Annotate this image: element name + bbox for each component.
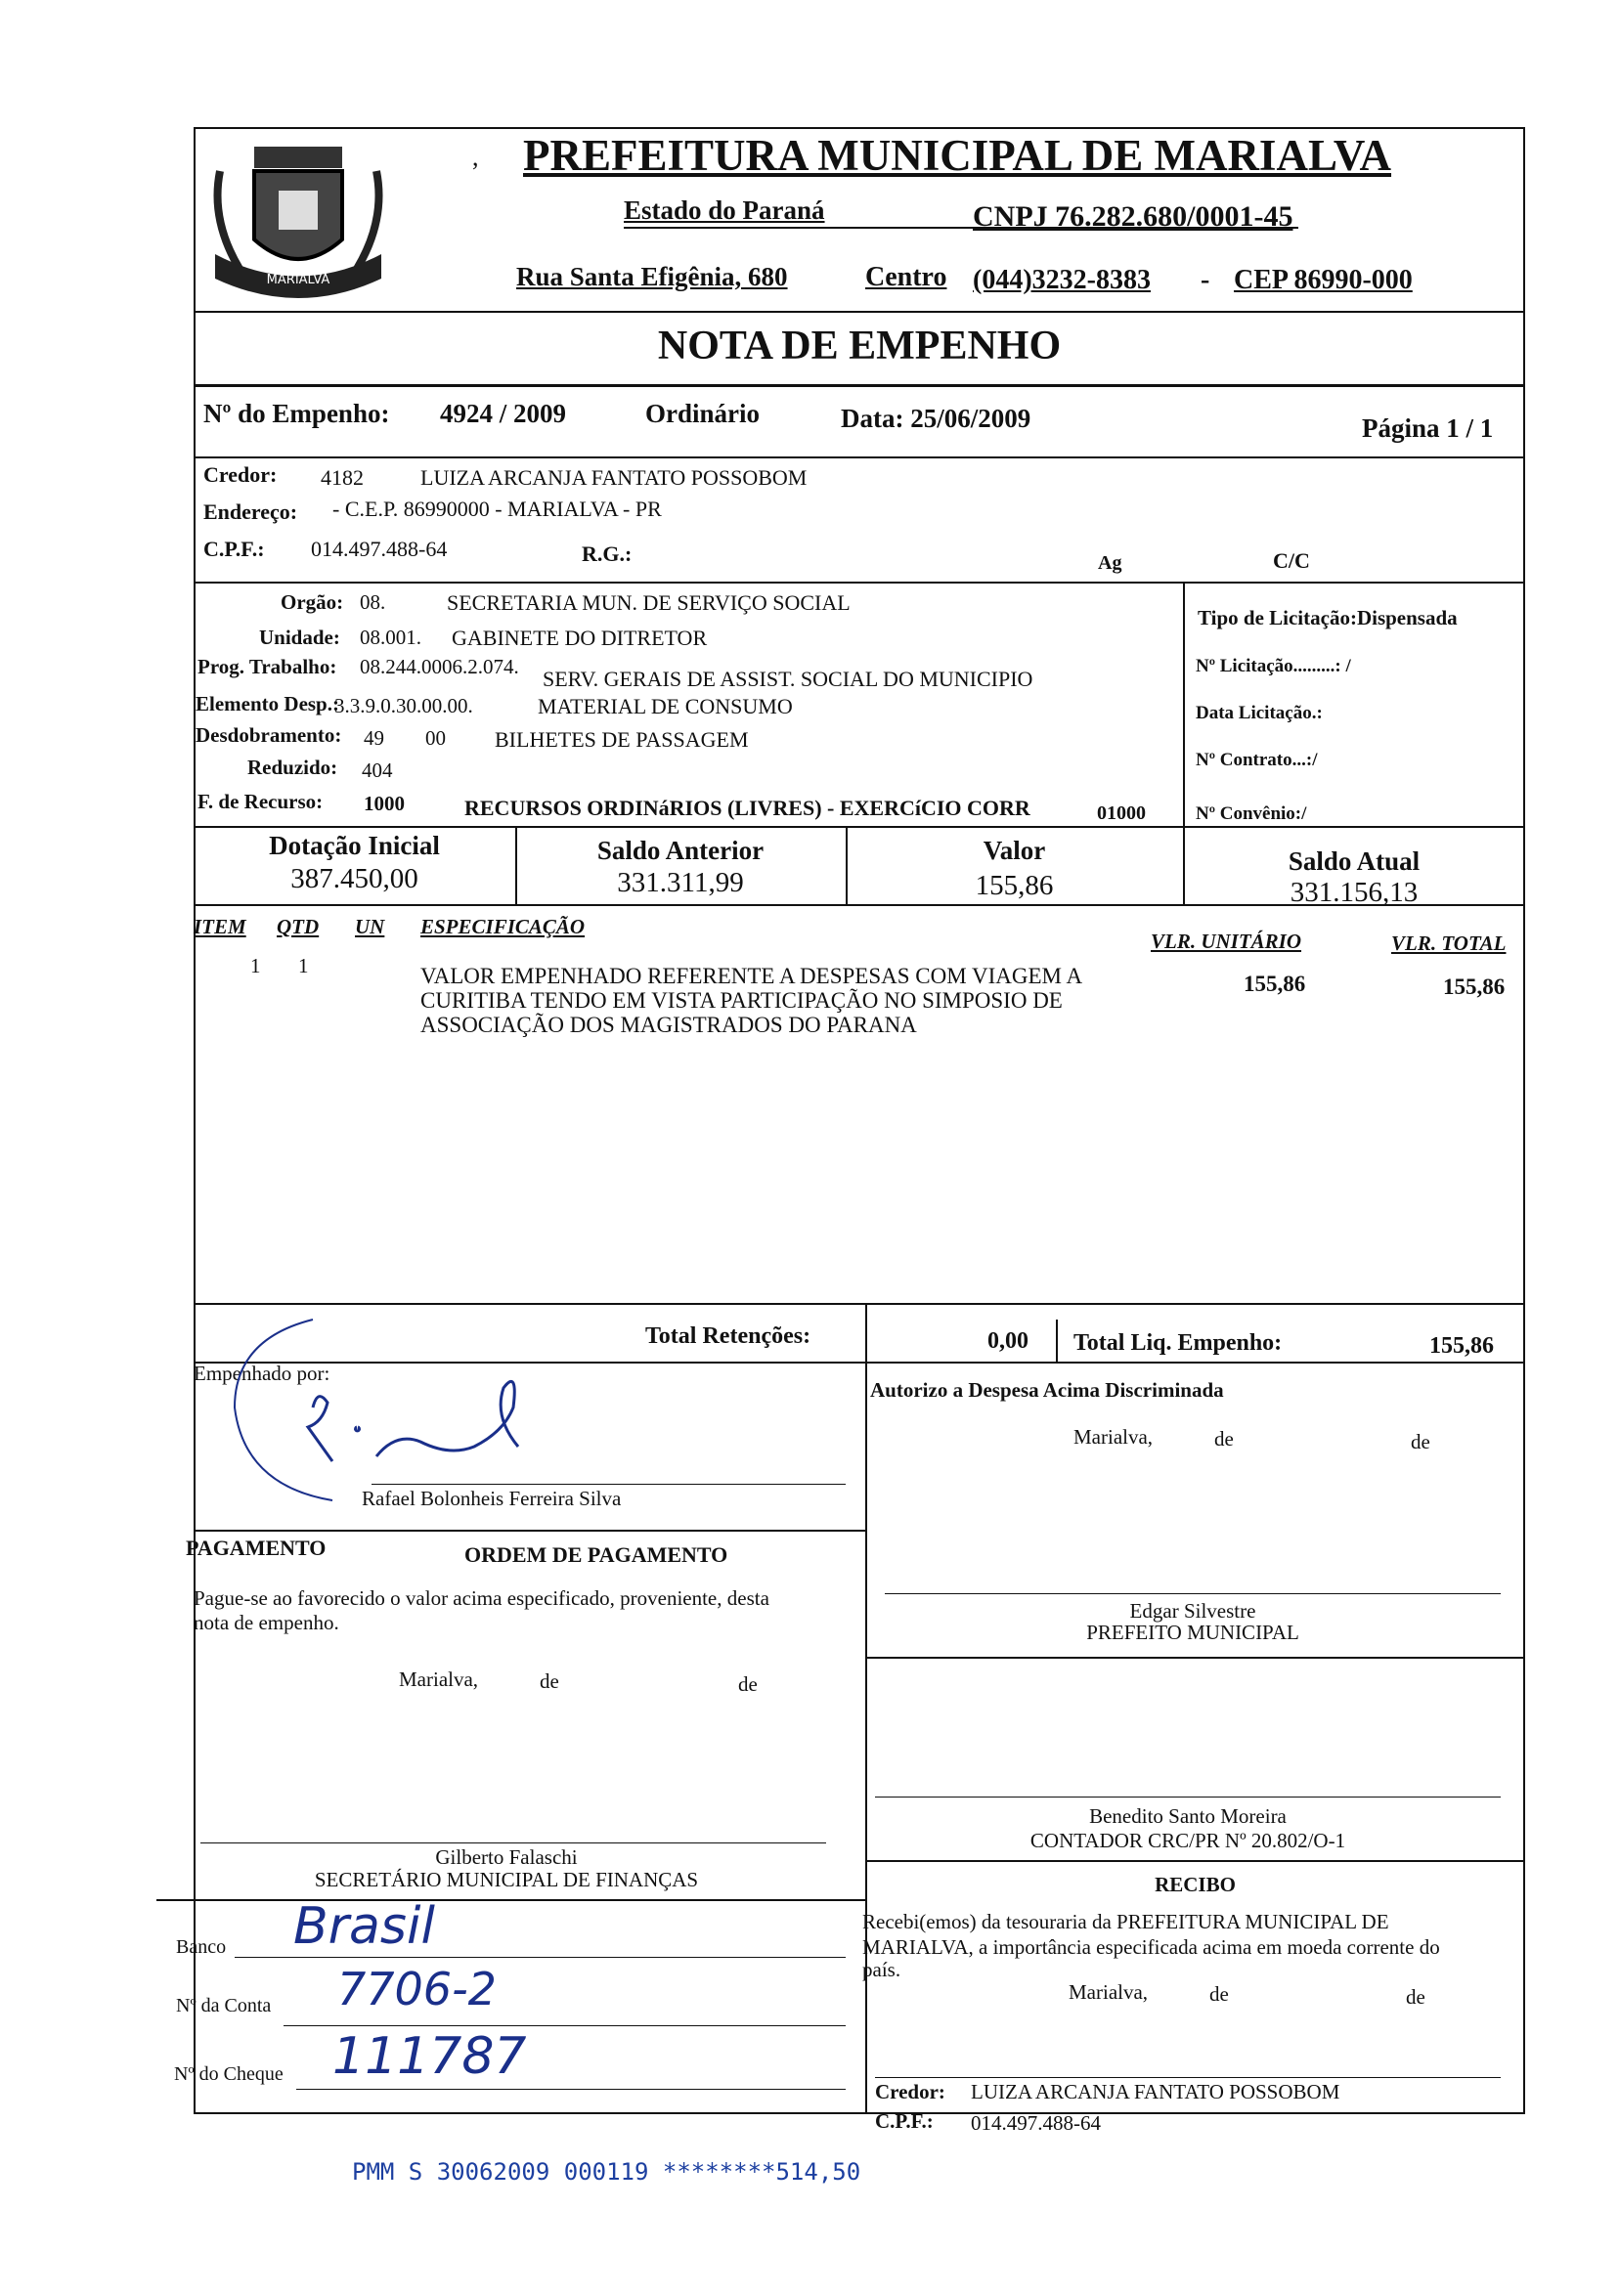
recibo-label: RECIBO (1155, 1873, 1236, 1896)
header-divider (194, 311, 1525, 313)
header-mark: , (472, 143, 479, 171)
cc-label: C/C (1273, 548, 1310, 573)
header-state: Estado do Paraná (624, 195, 825, 225)
recurso-label: F. de Recurso: (197, 790, 324, 813)
header-district: Centro (865, 262, 947, 292)
saldo-anterior-value: 331.311,99 (617, 867, 744, 898)
recibo-credor-name: LUIZA ARCANJA FANTATO POSSOBOM (971, 2080, 1340, 2103)
recibo-text-line: país. (862, 1958, 901, 1981)
crest-banner-text: MARIALVA (266, 273, 330, 287)
row-item: 1 (250, 954, 261, 977)
elemento-name: MATERIAL DE CONSUMO (538, 694, 793, 718)
unidade-name: GABINETE DO DITRETOR (452, 626, 708, 650)
pagamento-text-line: Pague-se ao favorecido o valor acima especificado, proveniente, desta (194, 1586, 769, 1610)
conta-label: Nº da Conta (176, 1995, 272, 2016)
autorizo-de-2: de (1411, 1430, 1430, 1453)
totals-divider-2 (1056, 1320, 1058, 1362)
recibo-credor-label: Credor: (875, 2080, 945, 2103)
title-divider (194, 384, 1525, 387)
prefeito-signature-line (885, 1593, 1501, 1594)
ag-label: Ag (1098, 552, 1122, 574)
empenho-number: 4924 / 2009 (440, 399, 567, 428)
banco-value: Brasil (293, 1897, 435, 1956)
credor-address: - C.E.P. 86990000 - MARIALVA - PR (332, 497, 662, 521)
empenho-type: Ordinário (645, 399, 761, 428)
row-qtd: 1 (298, 954, 309, 977)
prog-label: Prog. Trabalho: (197, 655, 337, 678)
prefeito-name: Edgar Silvestre (1129, 1599, 1256, 1623)
saldos-divider (194, 904, 1525, 906)
autorizo-text: Autorizo a Despesa Acima Discriminada (870, 1378, 1224, 1402)
recibo-signature-line (875, 2077, 1501, 2078)
licitacao-number: Nº Licitação.........: / (1196, 656, 1351, 676)
orgao-code: 08. (360, 590, 386, 614)
ordem-pagamento-label: ORDEM DE PAGAMENTO (464, 1542, 728, 1567)
recibo-text-line: MARIALVA, a importância especificada acima em moeda corrente do (862, 1935, 1440, 1959)
reduzido-value: 404 (362, 758, 393, 782)
empenhado-label: Empenhado por: (194, 1362, 330, 1385)
retencoes-value: 0,00 (987, 1328, 1028, 1354)
credor-label: Credor: (203, 462, 278, 487)
reduzido-label: Reduzido: (247, 756, 338, 779)
recibo-cpf-label: C.P.F.: (875, 2109, 934, 2133)
conta-line (284, 2025, 846, 2026)
prog-name: SERV. GERAIS DE ASSIST. SOCIAL DO MUNICIPIO (543, 667, 1033, 691)
item-header: ITEM (194, 915, 246, 938)
total-liquido-value: 155,86 (1429, 1333, 1494, 1359)
items-divider (194, 1303, 1525, 1305)
endereco-label: Endereço: (203, 499, 298, 524)
row-desc-line: VALOR EMPENHADO REFERENTE A DESPESAS COM VIAGEM A (420, 964, 1083, 988)
saldo-atual-label: Saldo Atual (1288, 846, 1421, 876)
page-number: Página 1 / 1 (1362, 413, 1494, 443)
rg-label: R.G.: (582, 542, 633, 566)
contador-role: CONTADOR CRC/PR Nº 20.802/O-1 (1029, 1829, 1346, 1852)
recibo-text-line: Recebi(emos) da tesouraria da PREFEITURA MUNICIPAL DE (862, 1910, 1389, 1933)
credor-cpf: 014.497.488-64 (311, 537, 448, 561)
autorizo-city: Marialva, (1073, 1425, 1154, 1449)
dotacao-inicial-label: Dotação Inicial (269, 831, 440, 860)
banco-label: Banco (176, 1936, 227, 1958)
document-title: NOTA DE EMPENHO (657, 324, 1062, 368)
total-liquido-label: Total Liq. Empenho: (1073, 1330, 1283, 1356)
row-desc-line: CURITIBA TENDO EM VISTA PARTICIPAÇÃO NO SIMPOSIO DE (420, 988, 1063, 1013)
unidade-code: 08.001. (360, 626, 421, 649)
header-phone: (044)3232-8383 (973, 265, 1151, 295)
bank-stamp: PMM S 30062009 000119 ********514,50 (352, 2158, 861, 2186)
banco-line (235, 1957, 846, 1958)
cheque-value: 111787 (332, 2027, 527, 2086)
desdobramento-name: BILHETES DE PASSAGEM (495, 727, 749, 752)
elemento-label: Elemento Desp.: (196, 692, 339, 715)
pagamento-label: PAGAMENTO (186, 1536, 327, 1560)
secretario-signature-line (200, 1842, 826, 1843)
retencoes-label: Total Retenções: (645, 1323, 811, 1349)
cpf-label: C.P.F.: (203, 537, 265, 561)
unidade-label: Unidade: (259, 626, 340, 649)
licitacao-date: Data Licitação.: (1196, 703, 1323, 723)
conta-value: 7706-2 (337, 1963, 497, 2015)
saldo-atual-value: 331.156,13 (1290, 877, 1419, 908)
credor-divider (194, 582, 1525, 584)
header-cep: CEP 86990-000 (1234, 265, 1413, 295)
recibo-city: Marialva, (1069, 1980, 1149, 2004)
empenho-number-label: Nº do Empenho: (203, 399, 390, 428)
contador-signature-line (875, 1797, 1501, 1798)
totals-divider-1 (865, 1303, 867, 1362)
recibo-de-1: de (1209, 1982, 1229, 2006)
empenho-divider (194, 456, 1525, 458)
header-cnpj: CNPJ 76.282.680/0001-45 (973, 200, 1293, 233)
page-title: PREFEITURA MUNICIPAL DE MARIALVA (523, 131, 1392, 180)
pagamento-city: Marialva, (399, 1668, 479, 1691)
recurso-number: 01000 (1097, 802, 1146, 824)
empenhado-signature (225, 1310, 557, 1505)
empenhado-name: Rafael Bolonheis Ferreira Silva (362, 1487, 622, 1510)
row-unit-price: 155,86 (1244, 972, 1306, 996)
secretario-block-divider (156, 1899, 865, 1901)
pagamento-text-line: nota de empenho. (194, 1611, 339, 1634)
autorizo-de-1: de (1214, 1427, 1234, 1451)
credor-code: 4182 (321, 465, 364, 490)
row-desc-line: ASSOCIAÇÃO DOS MAGISTRADOS DO PARANA (420, 1013, 917, 1037)
desdobramento-code-a: 49 (364, 726, 384, 750)
convenio-number: Nº Convênio:/ (1196, 803, 1307, 824)
secretario-name: Gilberto Falaschi (435, 1845, 578, 1869)
recurso-code: 1000 (364, 792, 405, 815)
unit-price-header: VLR. UNITÁRIO (1151, 930, 1302, 953)
cheque-line (296, 2089, 846, 2090)
desdobramento-label: Desdobramento: (196, 723, 342, 747)
contador-name: Benedito Santo Moreira (1089, 1804, 1287, 1828)
total-price-header: VLR. TOTAL (1391, 931, 1507, 955)
licitacao-column-divider (1183, 582, 1185, 826)
contrato-number: Nº Contrato...:/ (1196, 750, 1318, 770)
contador-block-divider (865, 1860, 1525, 1862)
saldo-anterior-label: Saldo Anterior (596, 836, 765, 865)
especificacao-header: ESPECIFICAÇÃO (420, 915, 586, 938)
empenhado-signature-line (372, 1484, 846, 1485)
secretario-role: SECRETÁRIO MUNICIPAL DE FINANÇAS (314, 1868, 699, 1891)
header-separator: - (1201, 265, 1210, 295)
un-header: UN (355, 915, 385, 938)
credor-name: LUIZA ARCANJA FANTATO POSSOBOM (420, 465, 808, 490)
valor-label: Valor (983, 836, 1046, 865)
recurso-name: RECURSOS ORDINáRIOS (LIVRES) - EXERCíCIO CORR (464, 796, 1030, 820)
prog-code: 08.244.0006.2.074. (360, 655, 519, 678)
valor-value: 155,86 (975, 870, 1054, 901)
recibo-de-2: de (1406, 1985, 1425, 2009)
municipal-crest (200, 132, 396, 308)
orgao-name: SECRETARIA MUN. DE SERVIÇO SOCIAL (447, 590, 851, 615)
licitacao-type: Tipo de Licitação:Dispensada (1198, 606, 1458, 629)
recibo-cpf-value: 014.497.488-64 (971, 2111, 1101, 2135)
cheque-label: Nº do Cheque (174, 2063, 284, 2085)
desdobramento-code-b: 00 (425, 726, 446, 750)
qtd-header: QTD (277, 915, 320, 938)
prefeito-role: PREFEITO MUNICIPAL (1086, 1621, 1299, 1644)
pagamento-divider (194, 1530, 865, 1532)
elemento-code: 3.3.9.0.30.00.00. (334, 694, 473, 717)
header-address: Rua Santa Efigênia, 680 (516, 262, 788, 291)
prefeito-block-divider (865, 1657, 1525, 1659)
signature-column-divider (865, 1362, 867, 2114)
orgao-label: Orgão: (281, 590, 344, 614)
pagamento-de-1: de (540, 1669, 559, 1693)
dotacao-divider (194, 826, 1525, 828)
empenho-date: Data: 25/06/2009 (841, 404, 1031, 433)
dotacao-inicial-value: 387.450,00 (290, 863, 418, 894)
row-total-price: 155,86 (1443, 975, 1506, 999)
pagamento-de-2: de (738, 1672, 758, 1696)
